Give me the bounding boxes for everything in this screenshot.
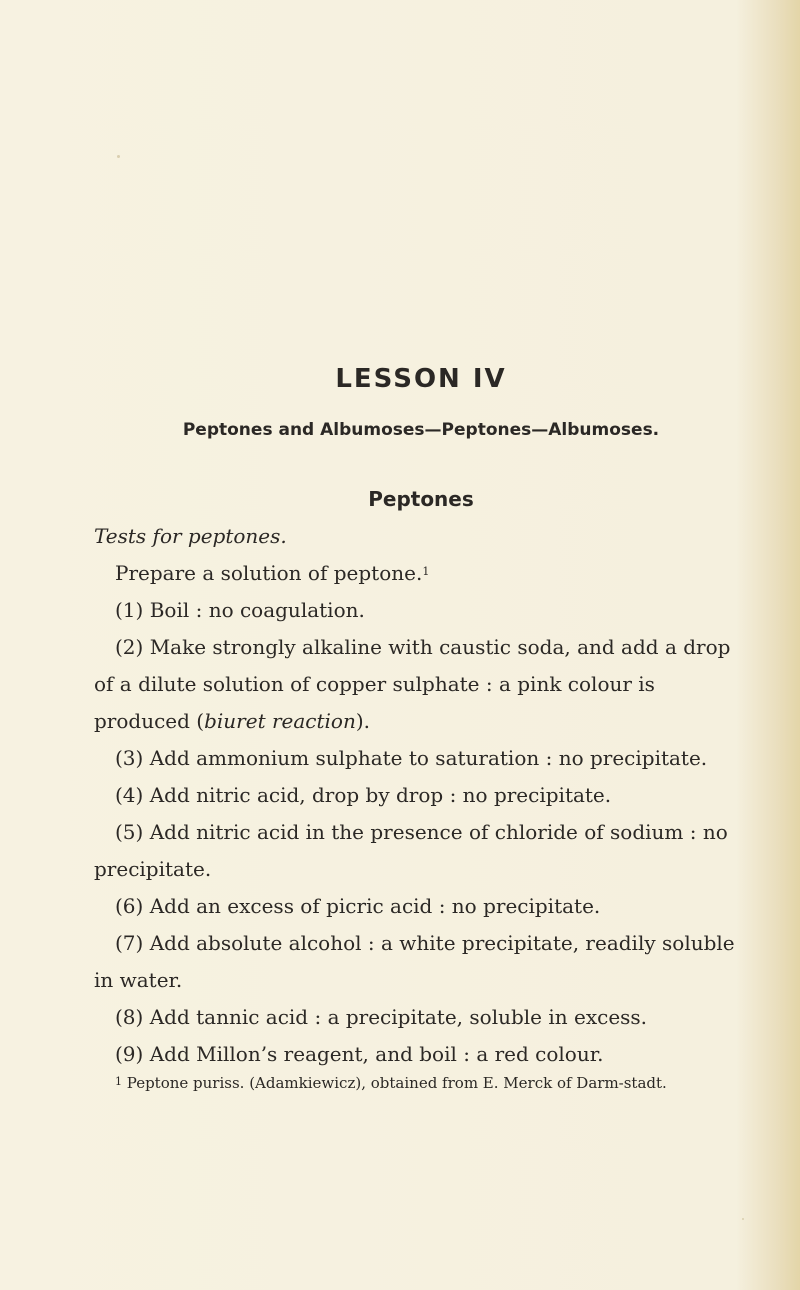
test-number: (8) <box>115 1005 144 1029</box>
test-text: Add ammonium sulphate to saturation : no precipitate. <box>149 746 708 770</box>
test-text: Add Millon’s reagent, and boil : a red colour. <box>149 1042 604 1066</box>
test-item <box>94 629 748 740</box>
test-item <box>94 1036 748 1073</box>
paper-speck <box>117 155 120 158</box>
test-item <box>94 925 748 999</box>
footnote-text: Peptone puriss. (Adamkiewicz), obtained from E. Merck of Darm-stadt. <box>126 1074 667 1092</box>
footnote-reference: 1 <box>422 565 430 578</box>
test-number: (6) <box>115 894 144 918</box>
test-emphasis: biuret reaction <box>204 709 356 733</box>
test-text: Add tannic acid : a precipitate, soluble in excess. <box>149 1005 648 1029</box>
intro-paragraph <box>94 555 748 592</box>
test-text: Boil : no coagulation. <box>149 598 365 622</box>
test-text: Add nitric acid, drop by drop : no precipitate. <box>149 783 612 807</box>
test-list <box>94 518 748 1073</box>
test-number: (1) <box>115 598 144 622</box>
test-suffix: ). <box>355 709 371 733</box>
test-item <box>94 777 748 814</box>
test-item <box>94 740 748 777</box>
intro-text: Prepare a solution of peptone. <box>115 561 423 585</box>
section-heading: Peptones <box>368 487 474 511</box>
test-number: (7) <box>115 931 144 955</box>
test-number: (4) <box>115 783 144 807</box>
lesson-subtitle: Peptones and Albumoses—Peptones—Albumoses. <box>182 420 660 440</box>
lesson-title: LESSON IV <box>335 364 507 394</box>
footnote <box>94 1070 748 1097</box>
tests-heading: Tests for peptones. <box>94 524 287 548</box>
footnote-marker: 1 <box>115 1075 122 1088</box>
test-text: Make strongly alkaline with caustic soda, and add a drop of a dilute solution of copper sulphate : a pink colour is produced ( <box>94 635 731 733</box>
test-number: (3) <box>115 746 144 770</box>
test-text: Add nitric acid in the presence of chloride of sodium : no precipitate. <box>94 820 728 881</box>
paper-speck <box>742 1218 744 1220</box>
test-number: (2) <box>115 635 144 659</box>
test-number: (5) <box>115 820 144 844</box>
test-item <box>94 814 748 888</box>
test-number: (9) <box>115 1042 144 1066</box>
test-text: Add absolute alcohol : a white precipitate, readily soluble in water. <box>94 931 735 992</box>
test-text: Add an excess of picric acid : no precipitate. <box>149 894 601 918</box>
test-item <box>94 592 748 629</box>
footnote-paragraph <box>94 1070 748 1097</box>
test-item <box>94 888 748 925</box>
test-item <box>94 999 748 1036</box>
